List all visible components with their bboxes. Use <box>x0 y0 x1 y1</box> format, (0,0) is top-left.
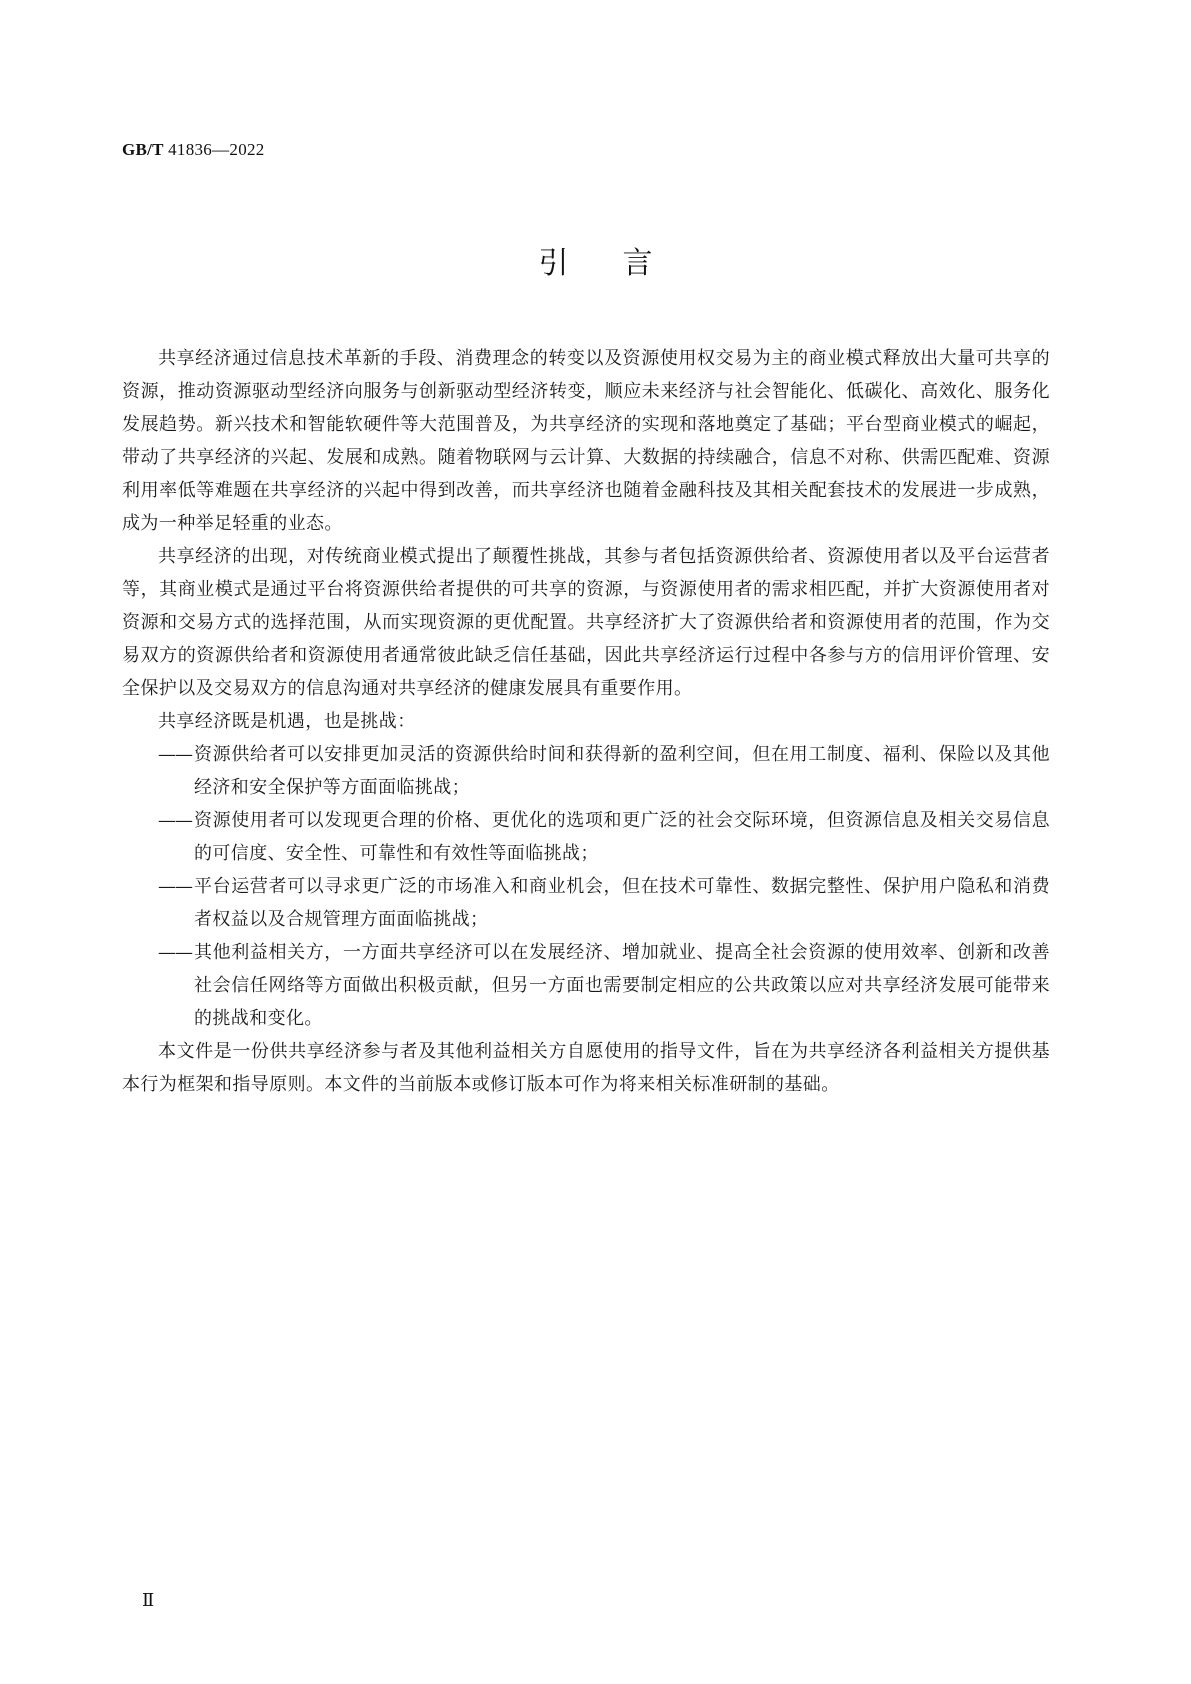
list-item-text: 其他利益相关方，一方面共享经济可以在发展经济、增加就业、提高全社会资源的使用效率、创新和改善社会信任网络等方面做出积极贡献，但另一方面也需要制定相应的公共政策以应对共享经济发展可能带来的挑战和变化。 <box>194 942 1050 1029</box>
closing-paragraph: 本文件是一份供共享经济参与者及其他利益相关方自愿使用的指导文件，旨在为共享经济各利益相关方提供基本行为框架和指导原则。本文件的当前版本或修订版本可作为将来相关标准研制的基础。 <box>122 1041 1050 1095</box>
list-dash: —— <box>158 876 192 897</box>
list-item-text: 平台运营者可以寻求更广泛的市场准入和商业机会，但在技术可靠性、数据完整性、保护用户隐私和消费者权益以及合规管理方面面临挑战； <box>194 876 1050 930</box>
paragraph-3: 共享经济既是机遇，也是挑战： <box>158 711 416 732</box>
standard-code <box>122 140 265 160</box>
standard-number: 41836—2022 <box>168 140 265 159</box>
list-dash: —— <box>158 810 192 831</box>
list-item-text: 资源供给者可以安排更加灵活的资源供给时间和获得新的盈利空间，但在用工制度、福利、保险以及其他经济和安全保护等方面面临挑战； <box>194 744 1050 798</box>
list-item-text: 资源使用者可以发现更合理的价格、更优化的选项和更广泛的社会交际环境，但资源信息及相关交易信息的可信度、安全性、可靠性和有效性等面临挑战； <box>194 810 1050 864</box>
page-number: Ⅱ <box>142 1590 155 1610</box>
list-dash: —— <box>158 942 192 963</box>
page-title: 引言 <box>538 246 707 281</box>
document-body <box>122 342 1050 1101</box>
paragraph-2: 共享经济的出现，对传统商业模式提出了颠覆性挑战，其参与者包括资源供给者、资源使用者以及平台运营者等，其商业模式是通过平台将资源供给者提供的可共享的资源，与资源使用者的需求相匹配，并扩大资源使用者对资源和交易方式的选择范围，从而实现资源的更优配置。共享经济扩大了资源供给者和资源使用者的范围，作为交易双方的资源供给者和资源使用者通常彼此缺乏信任基础，因此共享经济运行过程中各参与方的信用评价管理、安全保护以及交易双方的信息沟通对共享经济的健康发展具有重要作用。 <box>122 546 1050 699</box>
standard-prefix: GB/T <box>122 140 164 159</box>
list-dash: —— <box>158 744 192 765</box>
list-item <box>122 870 1050 936</box>
list-item <box>122 936 1050 1035</box>
paragraph-1: 共享经济通过信息技术革新的手段、消费理念的转变以及资源使用权交易为主的商业模式释放出大量可共享的资源，推动资源驱动型经济向服务与创新驱动型经济转变，顺应未来经济与社会智能化、低碳化、高效化、服务化发展趋势。新兴技术和智能软硬件等大范围普及，为共享经济的实现和落地奠定了基础；平台型商业模式的崛起，带动了共享经济的兴起、发展和成熟。随着物联网与云计算、大数据的持续融合，信息不对称、供需匹配难、资源利用率低等难题在共享经济的兴起中得到改善，而共享经济也随着金融科技及其相关配套技术的发展进一步成熟，成为一种举足轻重的业态。 <box>122 348 1050 534</box>
list-item <box>122 804 1050 870</box>
list-item <box>122 738 1050 804</box>
